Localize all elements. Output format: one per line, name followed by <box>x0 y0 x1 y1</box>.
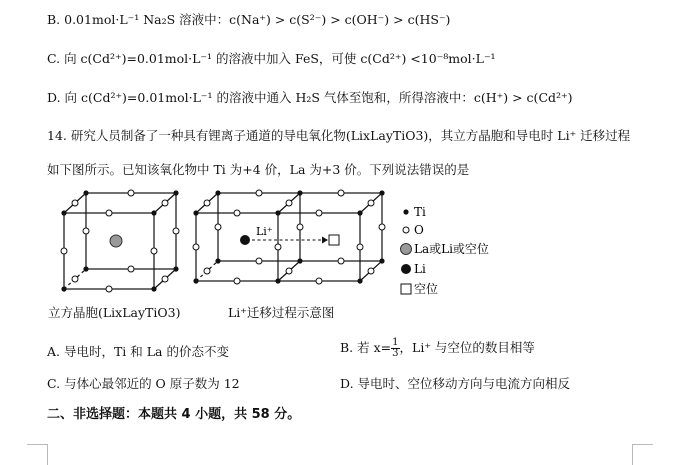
body-center-atom <box>110 235 122 247</box>
legend-li: Li <box>414 262 426 276</box>
section-2-heading: 二、非选择题：本题共 4 小题，共 58 分。 <box>47 407 301 422</box>
legend-o: O <box>414 223 424 237</box>
q14-option-c: C. 与体心最邻近的 O 原子数为 12 <box>47 376 240 391</box>
li-label: Li⁺ <box>256 225 273 238</box>
legend-ti: Ti <box>414 205 426 219</box>
q14-option-b <box>340 338 535 359</box>
option-b-prev: B. 0.01mol·L⁻¹ Na₂S 溶液中：c(Na⁺) > c(S²⁻) > c(OH⁻) > c(HS⁻) <box>47 12 451 27</box>
fraction-denominator: 3 <box>392 348 399 359</box>
legend <box>401 205 489 296</box>
legend-la-li-vacancy: La或Li或空位 <box>414 242 489 256</box>
q14-option-b-prefix: B. 若 x= <box>340 340 392 355</box>
caption-unit-cell: 立方晶胞(LixLayTiO3) <box>48 305 181 320</box>
vacancy-square <box>329 235 339 245</box>
q14-stem-line2: 如下图所示。已知该氧化物中 Ti 为+4 价，La 为+3 价。下列说法错误的是 <box>47 162 470 177</box>
li-ion <box>240 235 250 245</box>
fraction-numerator: 1 <box>392 337 399 348</box>
corner-mark-right <box>632 444 653 465</box>
q14-stem-line1: 14. 研究人员制备了一种具有锂离子通道的导电氧化物(LixLayTiO3)，其立方晶胞和导电时 Li⁺ 迁移过程 <box>47 128 631 143</box>
corner-mark-left <box>27 444 48 465</box>
option-d-prev: D. 向 c(Cd²⁺)=0.01mol·L⁻¹ 的溶液中通入 H₂S 气体至饱和，所得溶液中：c(H⁺) > c(Cd²⁺) <box>47 90 573 105</box>
option-c-prev: C. 向 c(Cd²⁺)=0.01mol·L⁻¹ 的溶液中加入 FeS，可使 c(Cd²⁺) <10⁻⁸mol·L⁻¹ <box>47 51 496 66</box>
caption-migration: Li⁺迁移过程示意图 <box>228 305 335 320</box>
q14-option-b-suffix: ，Li⁺ 与空位的数目相等 <box>399 340 535 355</box>
fraction-one-third <box>391 338 399 359</box>
q14-option-d: D. 导电时、空位移动方向与电流方向相反 <box>340 376 571 391</box>
q14-option-a: A. 导电时，Ti 和 La 的价态不变 <box>47 344 229 359</box>
legend-vacancy: 空位 <box>414 282 439 296</box>
